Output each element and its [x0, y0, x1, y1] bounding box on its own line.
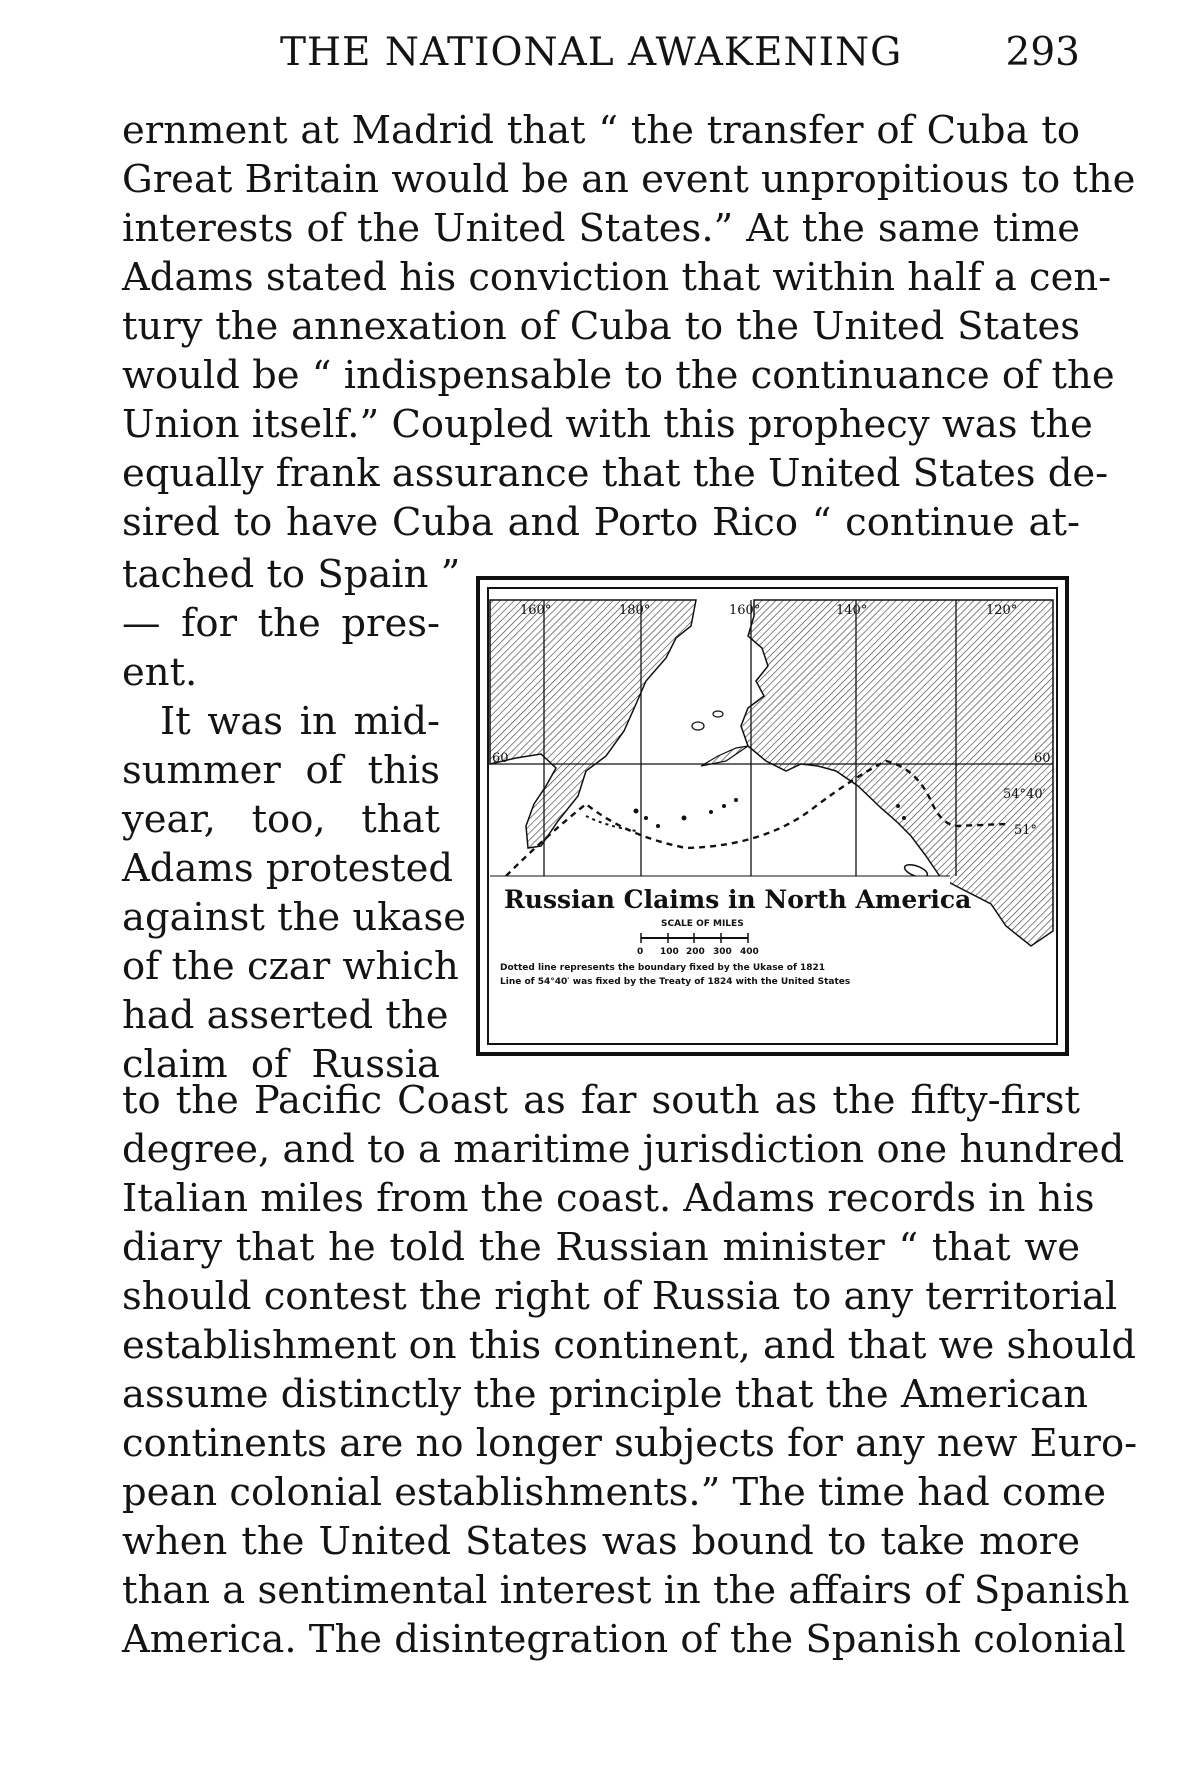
- text-line: should contest the right of Russia to any territorial: [122, 1274, 1118, 1319]
- text-line: establishment on this continent, and that we should: [122, 1323, 1137, 1368]
- scale-label: SCALE OF MILES: [661, 919, 744, 929]
- longitude-label: 160°: [520, 603, 552, 618]
- island: [692, 722, 704, 730]
- text-line: pean colonial establishments.” The time had come: [122, 1470, 1107, 1515]
- text-line: tury the annexation of Cuba to the United States: [122, 304, 1080, 349]
- text-line: Italian miles from the coast. Adams records in his: [122, 1176, 1095, 1221]
- text-line: continents are no longer subjects for any new Euro-: [122, 1421, 1138, 1466]
- longitude-label: 140°: [836, 603, 868, 618]
- text-line: claim of Russia: [122, 1042, 440, 1087]
- island-dot: [722, 804, 726, 808]
- text-line: It was in mid-: [160, 699, 440, 744]
- longitude-label: 180°: [619, 603, 651, 618]
- map-illustration: [486, 586, 1059, 1046]
- page-number: 293: [1005, 30, 1080, 75]
- page-header: [120, 30, 1080, 90]
- latitude-label: 51°: [1014, 823, 1038, 838]
- text-line: Adams stated his conviction that within half a cen-: [122, 255, 1112, 300]
- text-line: when the United States was bound to take more: [122, 1519, 1080, 1564]
- island-dot: [644, 816, 648, 820]
- map-title: Russian Claims in North America: [504, 885, 972, 914]
- island: [713, 711, 723, 717]
- text-line: diary that he told the Russian minister “ that we: [122, 1225, 1080, 1270]
- longitude-label: 160°: [729, 603, 761, 618]
- top-paragraph: [122, 106, 1136, 547]
- text-line: Adams protested: [122, 846, 454, 891]
- map-note: Dotted line represents the boundary fixed by the Ukase of 1821: [500, 963, 826, 973]
- scale-tick-label: 300: [713, 947, 732, 957]
- map-note: Line of 54°40′ was fixed by the Treaty of 1824 with the United States: [500, 977, 851, 987]
- text-line: tached to Spain ”: [122, 552, 461, 597]
- island-dot: [682, 816, 687, 821]
- scale-tick-label: 200: [686, 947, 705, 957]
- bottom-paragraph: [122, 1076, 1138, 1664]
- text-line: than a sentimental interest in the affairs of Spanish: [122, 1568, 1130, 1613]
- island-dot: [634, 809, 639, 814]
- text-line: sired to have Cuba and Porto Rico “ continue at-: [122, 500, 1080, 545]
- latitude-label: 60: [492, 751, 509, 766]
- island-dot: [734, 798, 738, 802]
- map-figure: [476, 576, 1069, 1056]
- island-dot: [656, 824, 660, 828]
- scale-tick-label: 100: [660, 947, 679, 957]
- text-line: Union itself.” Coupled with this prophecy was the: [122, 402, 1093, 447]
- text-line: interests of the United States.” At the same time: [122, 206, 1080, 251]
- text-line: America. The disintegration of the Spanish colonial: [122, 1617, 1126, 1662]
- text-line: would be “ indispensable to the continuance of the: [122, 353, 1115, 398]
- text-line: year, too, that: [122, 797, 440, 842]
- text-line: — for the pres-: [122, 601, 440, 646]
- scale-tick-label: 0: [637, 947, 644, 957]
- scale-tick-label: 400: [740, 947, 759, 957]
- text-line: ernment at Madrid that “ the transfer of Cuba to: [122, 108, 1080, 153]
- longitude-label: 120°: [986, 603, 1018, 618]
- island-dot: [896, 804, 900, 808]
- text-line: Great Britain would be an event unpropitious to the: [122, 157, 1136, 202]
- latitude-label: 60: [1034, 751, 1051, 766]
- text-line: equally frank assurance that the United States de-: [122, 451, 1109, 496]
- text-line: to the Pacific Coast as far south as the fifty-first: [122, 1078, 1080, 1123]
- running-head: THE NATIONAL AWAKENING: [280, 30, 903, 75]
- latitude-label: 54°40′: [1003, 787, 1046, 802]
- side-paragraph: [122, 550, 467, 1089]
- text-line: degree, and to a maritime jurisdiction one hundred: [122, 1127, 1125, 1172]
- island-dot: [902, 816, 906, 820]
- text-line: assume distinctly the principle that the American: [122, 1372, 1089, 1417]
- text-line: against the ukase: [122, 895, 467, 940]
- text-line: summer of this: [122, 748, 440, 793]
- text-line: had asserted the: [122, 993, 449, 1038]
- island-dot: [709, 810, 713, 814]
- text-line: of the czar which: [122, 944, 459, 989]
- text-line: ent.: [122, 650, 198, 695]
